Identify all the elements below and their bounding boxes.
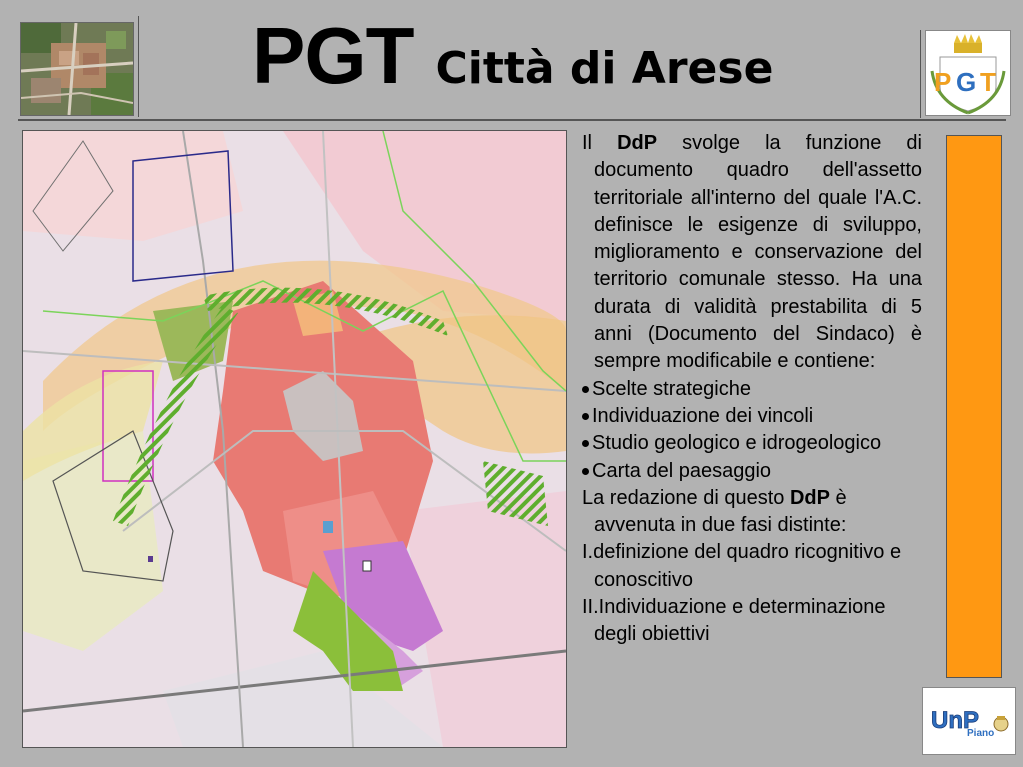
crown-icon [954, 34, 982, 53]
title-city: Città di Arese [435, 43, 774, 94]
bullet-item [582, 458, 922, 485]
unp-logo-sub: Piano [967, 728, 995, 739]
accent-bar [946, 135, 1002, 678]
unp-logo-text: UnP [931, 707, 979, 734]
bullet-text: Individuazione dei vincoli [592, 404, 814, 427]
bullet-item [582, 403, 922, 430]
bullet-item [582, 376, 922, 403]
p2-rest: è avvenuta in due fasi distinte: [594, 486, 847, 537]
pgt-coat-of-arms-icon [926, 31, 1010, 115]
bullet-icon [582, 413, 589, 420]
coat-of-arms-logo [925, 30, 1011, 116]
bullet-icon [582, 386, 589, 393]
unp-logo-icon [923, 688, 1015, 754]
phase-item: II.Individuazione e determinazione degli obiettivi [582, 596, 886, 646]
p1-bold: DdP [617, 132, 658, 154]
phase-item: I.definizione del quadro ricognitivo e conoscitivo [582, 541, 902, 591]
p1-rest: svolge la funzione di documento quadro dell'assetto territoriale all'interno del quale l'A.C. definisce le esigenze di sviluppo, miglioramento e conservazione del territorio comunale stesso. Ha una durata di validità prestabilita di 5 anni (Documento del Sindaco) è sempre modificabile e contiene: [594, 132, 922, 373]
p1-lead: Il [582, 132, 618, 154]
paragraph-phases [582, 485, 922, 540]
header-rule [18, 119, 1006, 121]
header-divider-left [138, 16, 139, 117]
paragraph-ddp [582, 130, 922, 376]
map-image [23, 131, 566, 747]
description-text [582, 130, 922, 649]
svg-text:P: P [934, 67, 952, 97]
aerial-photo-icon [21, 23, 133, 115]
svg-text:T: T [980, 67, 996, 97]
p2-lead: La redazione di questo [582, 486, 790, 509]
territorial-plan-map [22, 130, 567, 748]
aerial-photo-thumbnail [20, 22, 134, 116]
bullet-icon [582, 440, 589, 447]
svg-text:G: G [956, 67, 977, 97]
title-pgt: PGT [252, 11, 414, 100]
bullet-text: Carta del paesaggio [592, 459, 772, 482]
header-divider-right [920, 30, 921, 118]
p2-bold: DdP [789, 486, 830, 509]
page-title [252, 10, 773, 102]
bullet-text: Studio geologico e idrogeologico [592, 432, 882, 455]
bullet-text: Scelte strategiche [592, 377, 751, 400]
unp-logo [922, 687, 1016, 755]
bullet-item [582, 430, 922, 457]
bullet-icon [582, 468, 589, 475]
